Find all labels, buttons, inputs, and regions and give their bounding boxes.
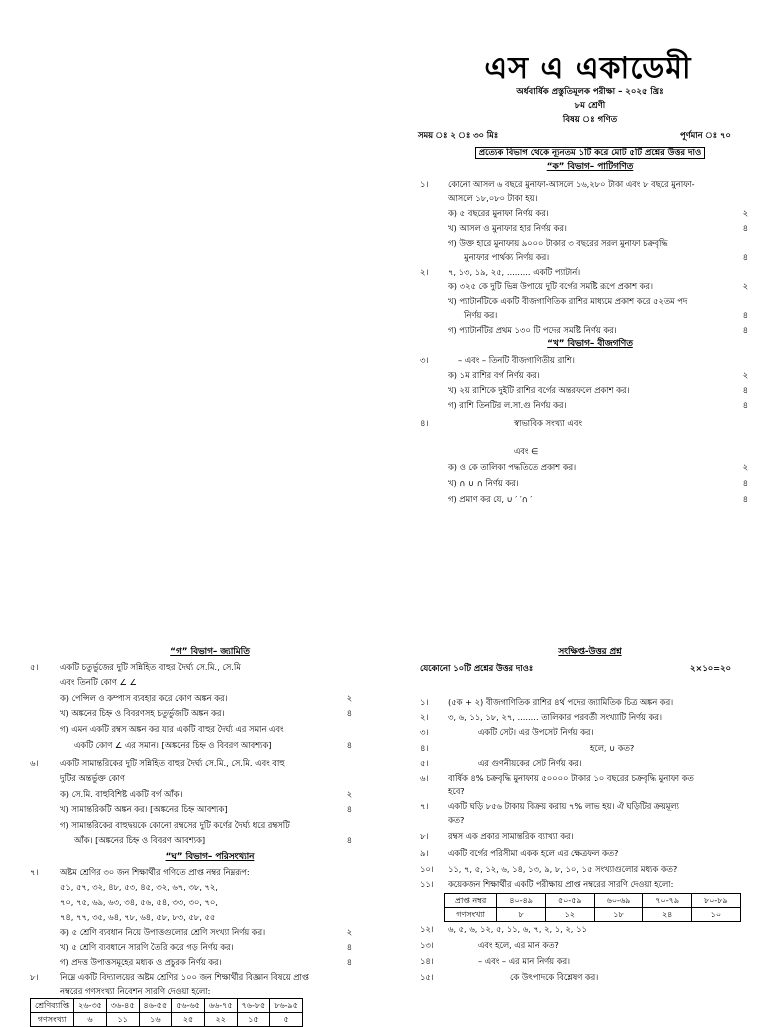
short-q-text: একটি বর্গের পরিসীমা একক হলে এর ক্ষেত্রফল কত? xyxy=(448,848,619,858)
q6-a: ক) সে.মি. বাহুবিশিষ্ট একটি বর্গ আঁক। xyxy=(60,789,183,799)
q2-stem: ৭, ১৩, ১৯, ২৫, ......... একটি প্যাটার্ন। xyxy=(448,267,581,277)
q7-data: ৫১, ৫৭, ৩২, ৪৮, ৫৩, ৪৫, ৩২, ৬৭, ৩৮, ৭২, xyxy=(60,882,218,892)
time-label: সময় ঃ ২ ঃ ৩০ মিঃ xyxy=(418,130,499,140)
q1-stem: কোনো আসল ৬ বছরে মুনাফা-আসলে ১৬,২৮০ টাকা এবং ৮ বছরে মুনাফা- xyxy=(448,179,695,189)
short-q-number: ১৫। xyxy=(420,972,434,982)
q1-c: গ) উক্ত হারে মুনাফায় ৯০০০ টাকার ৩ বছরের সরল মুনাফা চক্রবৃদ্ধি xyxy=(448,238,668,248)
table-cell: ৩৬-৪৫ xyxy=(106,999,139,1013)
short-q-text: ১১, ৭, ৫, ১২, ৬, ১৪, ১৩, ৯, ৮, ১০, ১৫ সংখ্যাগুলোর মধ্যক কত? xyxy=(448,864,678,874)
q2-a-marks: ২ xyxy=(742,281,748,291)
q1-b: খ) আসল ও মুনাফার হার নির্ণয় কর। xyxy=(448,223,567,233)
table-cell: ১৫ xyxy=(237,1013,270,1027)
table-row xyxy=(445,908,741,922)
short-q-number: ৩। xyxy=(420,727,429,737)
table-head: প্রাপ্ত নম্বর xyxy=(445,894,497,908)
q2-c-marks: ৪ xyxy=(742,325,748,335)
q6-number: ৬। xyxy=(30,758,39,768)
short-q-text: কে উৎপাদকে বিশ্লেষণ কর। xyxy=(510,972,599,982)
table-head: গণসংখ্যা xyxy=(445,908,497,922)
q5-c: একটি কোণ ∠ এর সমান। [অঙ্কনের চিহ্ন ও বিবরণ আবশ্যক] xyxy=(74,740,272,750)
q7-c-marks: ৪ xyxy=(346,957,352,967)
q4-b-marks: ৪ xyxy=(742,478,748,488)
q7-data: ৭৪, ৭৭, ৩৫, ৬৪, ৭৮, ৬৪, ৫৮, ৮৩, ৫৮, ৫৫ xyxy=(60,912,216,922)
short-q-text: এর গুণনীয়কের সেট নির্ণয় কর। xyxy=(478,758,582,768)
table-cell: ৪০-৪৯ xyxy=(497,894,546,908)
table-cell: ৮ xyxy=(497,908,546,922)
short-q-text: হলে, ∪ কত? xyxy=(590,743,635,753)
q7-b-marks: ৪ xyxy=(346,942,352,952)
q6-c: আঁক। [অঙ্কনের চিহ্ন ও বিবরণ আবশ্যক] xyxy=(74,835,206,845)
table-cell: ৭৬-৮৫ xyxy=(237,999,270,1013)
q3-c: গ) রাশি তিনটির ল.সা.গু নির্ণয় কর। xyxy=(448,400,567,410)
q1-stem: আসলে ১৮,০৮০ টাকা হয়। xyxy=(448,193,538,203)
short-q-text: একটি সেট। এর উপসেট নির্ণয় কর। xyxy=(478,727,594,737)
q7-a: ক) ৫ শ্রেণি ব্যবধান নিয়ে উপাত্তগুলোর শ্রেণি সংখ্যা নির্ণয় কর। xyxy=(60,927,266,937)
q2-number: ২। xyxy=(420,267,429,277)
table-cell: ২৬-৩৫ xyxy=(74,999,107,1013)
short-q-number: ১২। xyxy=(420,924,434,934)
short-q-text: ৬, ৫, ৬, ১২, ৫, ১১, ৬, ৭, ২, ১, ২, ১১ xyxy=(448,924,587,934)
q1-a: ক) ৫ বছরের মুনাফা নির্ণয় কর। xyxy=(448,208,549,218)
short-q-number: ১৪। xyxy=(420,956,434,966)
table-cell: ৮৬-৯৫ xyxy=(270,999,303,1013)
q4-number: ৪। xyxy=(420,418,429,428)
q8-number: ৮। xyxy=(30,972,39,982)
short-instruction: যেকোনো ১০টি প্রশ্নের উত্তর দাওঃ xyxy=(420,663,534,673)
q6-b: খ) সামান্তরিকটি অঙ্কন কর। [অঙ্কনের চিহ্ন আবশ্যক] xyxy=(60,804,228,814)
short-marks: ২×১০=২০ xyxy=(690,663,731,673)
q3-number: ৩। xyxy=(420,355,429,365)
q1-a-marks: ২ xyxy=(742,208,748,218)
q5-stem: একটি চতুর্ভুজের দুটি সন্নিহিত বাহুর দৈর্ঘ্য সে.মি., সে.মি xyxy=(60,662,241,672)
short-q-text: একটি ঘড়ি ৮৫৬ টাকায় বিক্রয় করায় ৭% লাভ হয়। ঐ ঘড়িটির ক্রয়মূল্য xyxy=(448,801,679,811)
q5-a-marks: ২ xyxy=(346,693,352,703)
q5-c-marks: ৪ xyxy=(346,740,352,750)
q2-a: ক) ৩২৫ কে দুটি ভিন্ন উপায়ে দুটি বর্গের সমষ্টি রূপে প্রকাশ কর। xyxy=(448,281,653,291)
section-ka-title: “ক” বিভাগ– পাটিগণিত xyxy=(546,162,634,172)
q6-a-marks: ২ xyxy=(346,789,352,799)
q1-b-marks: ৪ xyxy=(742,223,748,233)
table-cell: ২২ xyxy=(204,1013,237,1027)
table-cell: ১১ xyxy=(106,1013,139,1027)
q11-marks-table xyxy=(444,893,741,922)
q7-data: ৭০, ৭৫, ৬৯, ৬৩, ৩৪, ৫৬, ৫৪, ৩৩, ৩০, ৭০, xyxy=(60,897,218,907)
q7-a-marks: ২ xyxy=(346,927,352,937)
q5-number: ৫। xyxy=(30,662,39,672)
table-cell: ১৮ xyxy=(594,908,643,922)
q2-b: নির্ণয় কর। xyxy=(464,310,498,320)
q8-stem: নম্বরের গণসংখ্যা নিবেশন সারণি দেওয়া হলো: xyxy=(60,986,211,996)
table-cell: ৫৬-৬৫ xyxy=(172,999,205,1013)
page-title: এস এ একাডেমী xyxy=(484,51,692,86)
short-q-number: ৫। xyxy=(420,758,429,768)
instruction: প্রত্যেক বিভাগ থেকে ন্যূনতম ১টি করে মোট ৫টি প্রশ্নের উত্তর দাও xyxy=(420,148,760,159)
q1-c: মুনাফার পার্থক্য নির্ণয় কর। xyxy=(464,252,550,262)
q8-stem: নিম্নে একটি বিদ্যালয়ের অষ্টম শ্রেণির ১০০ জন শিক্ষার্থীর বিজ্ঞান বিষয়ে প্রাপ্ত xyxy=(60,972,309,982)
short-section-title: সংক্ষিপ্ত-উত্তর প্রশ্ন xyxy=(558,647,622,657)
q3-stem: – এবং – তিনটি বীজগাণিতীয় রাশি। xyxy=(458,355,575,365)
table-cell: ৫ xyxy=(270,1013,303,1027)
exam-name: অর্ধবার্ষিক প্রস্তুতিমূলক পরীক্ষা – ২০২৫ খ্রিঃ xyxy=(516,87,664,97)
table-cell: ১০ xyxy=(692,908,741,922)
short-q-text: বার্ষিক ৪% চক্রবৃদ্ধি মুনাফায় ৫০০০০ টাকার ১০ বছরের চক্রবৃদ্ধি মুনাফা কত xyxy=(448,773,694,783)
short-q-text: হবে? xyxy=(448,786,465,796)
q3-b: খ) ২য় রাশিকে দুইটি রাশির বর্গের অন্তরফলে প্রকাশ কর। xyxy=(448,385,630,395)
section-ga-title: “গ” বিভাগ– জ্যামিতি xyxy=(170,647,250,657)
short-q-text: রম্বস এক প্রকার সামান্তরিক ব্যাখ্যা কর। xyxy=(448,831,574,841)
table-head: শ্রেণিব্যাপ্তি xyxy=(31,999,74,1013)
section-kha-title: “খ” বিভাগ– বীজগণিত xyxy=(547,339,633,349)
q6-stem: একটি সামান্তরিকের দুটি সন্নিহিত বাহুর দৈর্ঘ্য সে.মি., সে.মি. এবং বাহু xyxy=(60,758,285,768)
table-cell: ৭০-৭৯ xyxy=(643,894,692,908)
table-head: গণসংখ্যা xyxy=(31,1013,74,1027)
q3-c-marks: ৪ xyxy=(742,400,748,410)
q4-stem: স্বাভাবিক সংখ্যা এবং xyxy=(514,418,582,428)
short-q-number: ৬। xyxy=(420,773,429,783)
table-cell: ২৪ xyxy=(643,908,692,922)
q7-number: ৭। xyxy=(30,867,39,877)
table-row xyxy=(31,1013,303,1027)
q2-b: খ) প্যাটার্নটিকে একটি বীজগাণিতিক রাশির মাধ্যমে প্রকাশ করে ৫২তম পদ xyxy=(448,296,688,306)
q6-c-marks: ৪ xyxy=(346,835,352,845)
short-q-number: ১১। xyxy=(420,879,434,889)
subject-label: বিষয় ঃ গণিত xyxy=(562,115,618,125)
short-q-text: – এবং – এর মান নির্ণয় কর। xyxy=(478,956,571,966)
q4-c: গ) প্রমাণ কর যে, ∪ ′ ′∩ ′ xyxy=(448,494,533,504)
table-cell: ৬০-৬৯ xyxy=(594,894,643,908)
full-marks-label: পূর্ণমান ঃ ৭০ xyxy=(680,130,731,140)
short-q-number: ১। xyxy=(420,697,429,707)
q6-b-marks: ৪ xyxy=(346,804,352,814)
q5-b: খ) অঙ্কনের চিহ্ন ও বিবরণসহ চতুর্ভুজটি অঙ্কন কর। xyxy=(60,708,225,718)
table-cell: ৫০-৫৯ xyxy=(545,894,594,908)
q5-b-marks: ৪ xyxy=(346,708,352,718)
short-q-number: ২। xyxy=(420,712,429,722)
q5-stem: এবং তিনটি কোণ ∠ ∠ xyxy=(60,677,137,687)
section-gha-title: “ঘ” বিভাগ– পরিসংখ্যান xyxy=(165,852,255,862)
short-q-text: ৩, ৬, ১১, ১৮, ২৭, ........ তালিকার পরবর্তী সংখ্যাটি নির্ণয় কর। xyxy=(448,712,662,722)
short-q-number: ৪। xyxy=(420,743,429,753)
table-cell: ৪৬-৫৫ xyxy=(139,999,172,1013)
q4-c-marks: ৪ xyxy=(742,494,748,504)
q7-stem: অষ্টম শ্রেণির ৩০ জন শিক্ষার্থীর গণিতে প্রাপ্ত নম্বর নিম্নরূপ: xyxy=(60,867,250,877)
q1-number: ১। xyxy=(420,179,429,189)
short-q-text: কয়েকজন শিক্ষার্থীর একটি পরীক্ষায় প্রাপ্ত নম্বরের সারণি দেওয়া হলো: xyxy=(448,879,674,889)
table-row xyxy=(31,999,303,1013)
q6-stem: দুটির অন্তর্ভুক্ত কোণ xyxy=(60,773,125,783)
short-q-number: ৭। xyxy=(420,801,429,811)
q4-b: খ) ∩ ∪ ∩ নির্ণয় কর। xyxy=(448,478,519,488)
short-q-text: (৫ক + ২) বীজগাণিতিক রাশির ৪র্থ পদের জ্যামিতিক চিত্র অঙ্কন কর। xyxy=(448,697,674,707)
q2-c: গ) প্যাটার্নটির প্রথম ১৩০ টি পদের সমষ্টি নির্ণয় কর। xyxy=(448,325,617,335)
q7-b: খ) ৫ শ্রেণি ব্যবধানে সারণি তৈরি করে গড় নির্ণয় কর। xyxy=(60,942,234,952)
short-q-number: ৯। xyxy=(420,848,429,858)
short-q-text: এবং হলে, এর মান কত? xyxy=(478,940,559,950)
q8-frequency-table xyxy=(30,998,303,1027)
table-cell: ৬৬-৭৫ xyxy=(204,999,237,1013)
short-q-number: ৮। xyxy=(420,831,429,841)
q3-b-marks: ৪ xyxy=(742,385,748,395)
q4-a-marks: ২ xyxy=(742,462,748,472)
table-row xyxy=(445,894,741,908)
q4-a: ক) ও কে তালিকা পদ্ধতিতে প্রকাশ কর। xyxy=(448,462,577,472)
q4-stem: এবং ∈ xyxy=(514,446,539,456)
table-cell: ২৫ xyxy=(172,1013,205,1027)
q7-c: গ) প্রদত্ত উপাত্তসমূহের মধ্যক ও প্রচুরক নির্ণয় কর। xyxy=(60,957,222,967)
table-cell: ৬ xyxy=(74,1013,107,1027)
table-cell: ৮০-৮৯ xyxy=(692,894,741,908)
q5-a: ক) পেন্সিল ও কম্পাস ব্যবহার করে কোণ অঙ্কন কর। xyxy=(60,693,228,703)
short-q-number: ১০। xyxy=(420,864,434,874)
q1-c-marks: ৪ xyxy=(742,252,748,262)
q3-a-marks: ২ xyxy=(742,370,748,380)
table-cell: ১২ xyxy=(545,908,594,922)
table-cell: ১৬ xyxy=(139,1013,172,1027)
q6-c: গ) সামান্তরিকের বাহুদ্বয়কে কোনো রম্বসের দুটি কর্ণের দৈর্ঘ্য ধরে রম্বসটি xyxy=(60,820,290,830)
class-label: ৮ম শ্রেণী xyxy=(574,101,606,111)
q3-a: ক) ১ম রাশির বর্গ নির্ণয় কর। xyxy=(448,370,540,380)
short-q-number: ১৩। xyxy=(420,940,434,950)
q2-b-marks: ৪ xyxy=(742,310,748,320)
short-q-text: কত? xyxy=(448,815,465,825)
q5-c: গ) এমন একটি রম্বস অঙ্কন কর যার একটি বাহুর দৈর্ঘ্য এর সমান এবং xyxy=(60,724,284,734)
